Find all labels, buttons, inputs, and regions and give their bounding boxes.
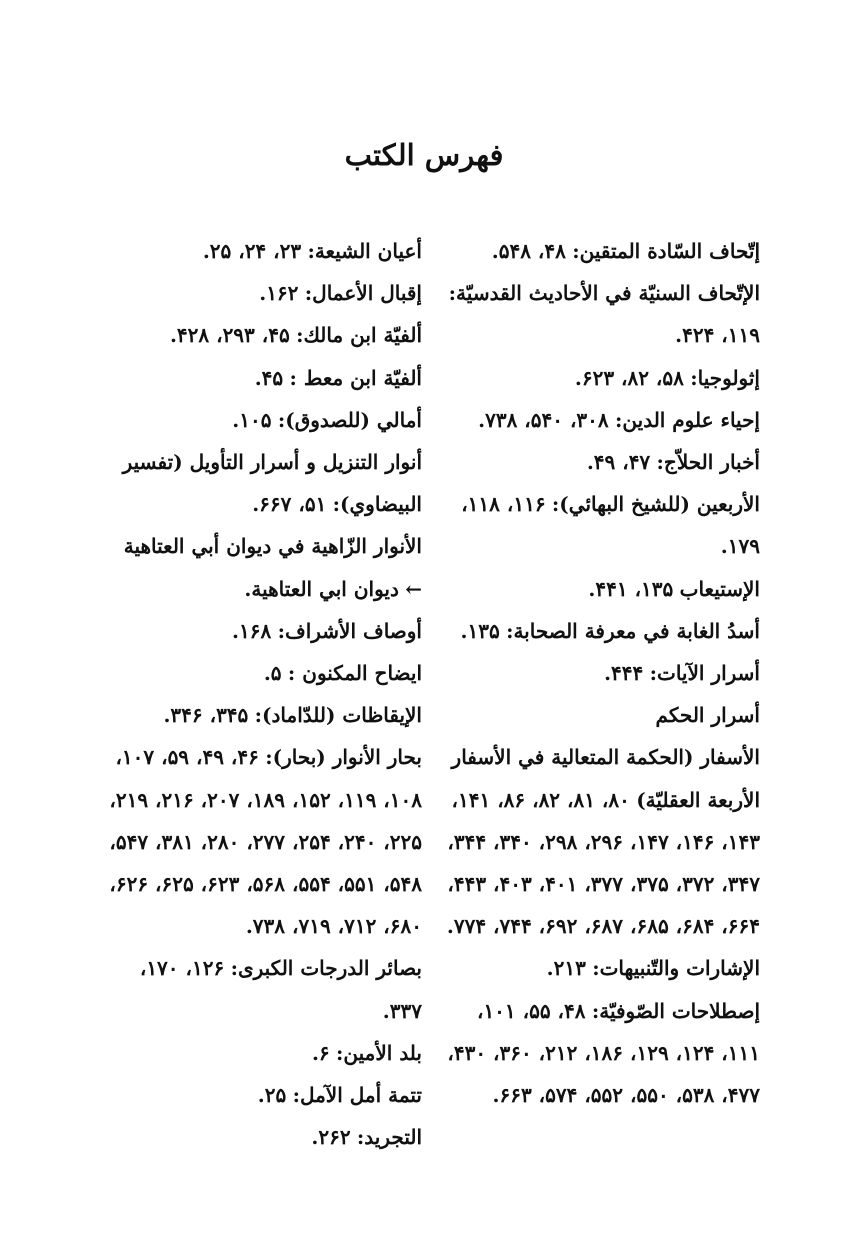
- book-title: إصطلاحات الصّوفيّة:: [591, 998, 760, 1023]
- book-title: أسرار الحكم: [655, 703, 760, 728]
- book-title: ألفيّة ابن مالك:: [296, 323, 422, 348]
- page-numbers: ۱۰۵.: [232, 407, 272, 432]
- index-entry: [104, 357, 422, 399]
- book-title: إتّحاف السّادة المتقين:: [572, 239, 760, 263]
- index-entry: [104, 272, 422, 314]
- book-title: الإشارات والتّنبيهات:: [592, 956, 760, 981]
- page-numbers: ۱۳۵، ۴۴۱.: [588, 576, 674, 601]
- page-numbers: ۲۶۲.: [311, 1125, 351, 1150]
- page-numbers: ۲۱۳.: [546, 956, 586, 981]
- page-numbers: ۶.: [311, 1040, 330, 1065]
- index-entry: [104, 1074, 422, 1116]
- book-title: التجريد:: [356, 1125, 422, 1150]
- index-column-left: [104, 230, 422, 1158]
- book-title: تتمة أمل الآمل:: [292, 1083, 422, 1108]
- page-numbers: ۲۳، ۲۴، ۲۵.: [202, 239, 302, 263]
- index-entry: [104, 230, 422, 272]
- page-numbers: ۴۶، ۴۹، ۵۹، ۱۰۷، ۱۰۸، ۱۱۹، ۱۵۲، ۱۸۹، ۲۰۷، ۲۱۶، ۲۱۹، ۲۲۵، ۲۴۰، ۲۵۴، ۲۷۷، ۲۸۰، ۳۸۱، ۵۴۷، ۵۴۸، ۵۵۱، ۵۵۴، ۵۶۸، ۶۲۳، ۶۲۵، ۶۲۶، ۶۸۰، ۷۱۲، ۷۱۹، ۷۳۸.: [109, 745, 422, 939]
- index-entry: [104, 947, 422, 1031]
- book-title: أعيان الشيعة:: [307, 239, 422, 263]
- page-title: فهرس الكتب: [344, 138, 504, 172]
- index-entry: [104, 610, 422, 652]
- page-numbers: ۱۱۶، ۱۱۸، ۱۷۹.: [461, 492, 760, 559]
- page-numbers: ۲۵.: [257, 1083, 287, 1108]
- page-numbers: ۳۴۵، ۳۴۶.: [163, 703, 249, 728]
- page-numbers: ۳۰۸، ۵۴۰، ۷۳۸.: [478, 407, 609, 432]
- index-entry: [440, 568, 760, 610]
- book-title: ألفيّة ابن معط :: [289, 365, 422, 390]
- book-title: الإتّحاف السنيّة في الأحاديث القدسيّة:: [448, 281, 760, 306]
- page-numbers: ۱۶۸.: [232, 618, 272, 643]
- index-entry: [104, 525, 422, 609]
- index-entry: [104, 399, 422, 441]
- index-entry: [104, 1032, 422, 1074]
- book-title: إحياء علوم الدين:: [615, 407, 760, 432]
- page-numbers: ۴۵، ۲۹۳، ۴۲۸.: [169, 323, 290, 348]
- index-entry: [440, 736, 760, 947]
- book-title: أسدُ الغابة في معرفة الصحابة:: [506, 618, 760, 643]
- page-numbers: ۱۱۹، ۴۲۴.: [675, 323, 760, 348]
- book-title: إثولوجيا:: [690, 365, 760, 390]
- index-entry: [104, 1116, 422, 1158]
- book-title: أوصاف الأشراف:: [277, 618, 422, 643]
- page-numbers: ۴۸، ۵۴۸.: [491, 239, 566, 263]
- book-title: أنوار التنزيل و أسرار التأويل (تفسير البيضاوي):: [122, 450, 422, 517]
- index-entry: [104, 736, 422, 947]
- page-numbers: ۵۸، ۸۲، ۶۲۳.: [574, 365, 684, 390]
- index-column-right: [440, 230, 760, 1116]
- page-numbers: ۵.: [263, 661, 282, 686]
- index-entry: [440, 947, 760, 989]
- index-entry: [440, 990, 760, 1117]
- book-title: الإيقاظات (للدّاماد):: [254, 703, 422, 728]
- page-numbers: ۴۵.: [254, 365, 284, 390]
- index-entry: [104, 441, 422, 525]
- index-entry: [440, 483, 760, 567]
- book-title: الأربعين (للشيخ البهائي):: [551, 492, 760, 517]
- index-entry: [440, 357, 760, 399]
- index-entry: [104, 652, 422, 694]
- book-title: الأنوار الزّاهية في ديوان أبي العتاهية ←: [123, 534, 422, 601]
- page-numbers: ۴۷، ۴۹.: [586, 450, 651, 475]
- index-entry: [440, 441, 760, 483]
- book-title: الإستيعاب: [679, 576, 760, 601]
- book-title: أمالي (للصدوق):: [277, 407, 422, 432]
- index-entry: [440, 652, 760, 694]
- index-entry: [440, 272, 760, 356]
- page-numbers: ۸۰، ۸۱، ۸۲، ۸۶، ۱۴۱، ۱۴۳، ۱۴۶، ۱۴۷، ۲۹۶، ۲۹۸، ۳۴۰، ۳۴۴، ۳۴۷، ۳۷۲، ۳۷۵، ۳۷۷، ۴۰۱، ۴۰۳، ۴۴۳، ۶۶۴، ۶۸۴، ۶۸۵، ۶۸۷، ۶۹۲، ۷۴۴، ۷۷۴.: [446, 787, 760, 939]
- index-entry: [440, 694, 760, 736]
- page-numbers: ۴۴۴.: [604, 661, 644, 686]
- page-numbers: ۴۸، ۵۵، ۱۰۱، ۱۱۱، ۱۲۴، ۱۲۹، ۱۸۶، ۲۱۲، ۳۶۰، ۴۳۰، ۴۷۷، ۵۳۸، ۵۵۰، ۵۵۲، ۵۷۴، ۶۶۳.: [447, 998, 760, 1108]
- page-numbers: ۱۳۵.: [460, 618, 500, 643]
- book-title: أخبار الحلاّج:: [656, 450, 760, 475]
- page-numbers: ديوان ابي العتاهية.: [244, 576, 399, 601]
- book-title: أسرار الآيات:: [649, 661, 760, 686]
- book-title: الأسفار (الحكمة المتعالية في الأسفار الأربعة العقليّة): [451, 745, 760, 812]
- page-numbers: ۱۲۶، ۱۷۰، ۳۳۷.: [139, 956, 422, 1023]
- book-title: بلد الأمين:: [336, 1040, 422, 1065]
- index-entry: [440, 399, 760, 441]
- index-entry: [104, 694, 422, 736]
- index-entry: [440, 610, 760, 652]
- index-entry: [104, 314, 422, 356]
- page-numbers: ۱۶۲.: [259, 281, 299, 306]
- book-title: إقبال الأعمال:: [304, 281, 422, 306]
- book-title: بحار الأنوار (بحار):: [265, 745, 422, 770]
- book-title: بصائر الدرجات الكبرى:: [230, 956, 422, 981]
- index-entry: [440, 230, 760, 272]
- book-title: ايضاح المكنون :: [287, 661, 422, 686]
- page-numbers: ۵۱، ۶۶۷.: [252, 492, 327, 517]
